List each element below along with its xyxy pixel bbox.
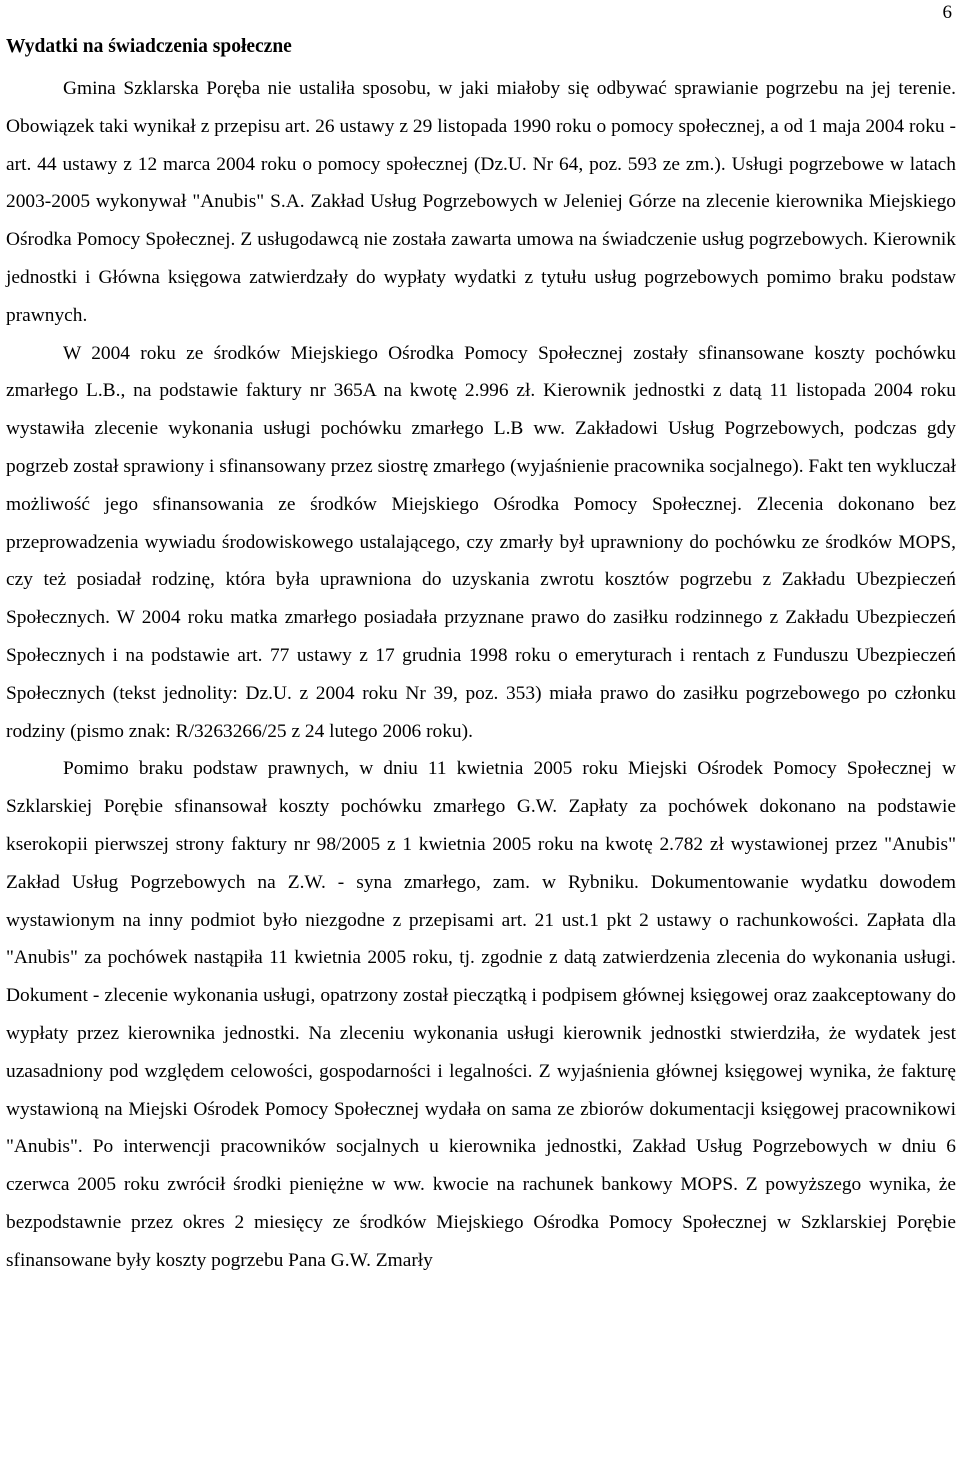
document-body [6, 70, 956, 1280]
paragraph: Gmina Szklarska Poręba nie ustaliła sposobu, w jaki miałoby się odbywać sprawianie pogrzebu na jej terenie. Obowiązek taki wynikał z przepisu art. 26 ustawy z 29 listopada 1990 roku o pomocy społecznej, a od 1 maja 2004 roku - art. 44 ustawy z 12 marca 2004 roku o pomocy społecznej (Dz.U. Nr 64, poz. 593 ze zm.). Usługi pogrzebowe w latach 2003-2005 wykonywał "Anubis" S.A. Zakład Usług Pogrzebowych w Jeleniej Górze na zlecenie kierownika Miejskiego Ośrodka Pomocy Społecznej. Z usługodawcą nie została zawarta umowa na świadczenie usług pogrzebowych. Kierownik jednostki i Główna księgowa zatwierdzały do wypłaty wydatki z tytułu usług pogrzebowych pomimo braku podstaw prawnych. [6, 78, 956, 326]
page-number: 6 [942, 2, 952, 23]
section-heading: Wydatki na świadczenia społeczne [6, 36, 292, 57]
paragraph: Pomimo braku podstaw prawnych, w dniu 11 kwietnia 2005 roku Miejski Ośrodek Pomocy Społecznej w Szklarskiej Porębie sfinansował koszty pochówku zmarłego G.W. Zapłaty za pochówek dokonano na podstawie kserokopii pierwszej strony faktury nr 98/2005 z 1 kwietnia 2005 roku na kwotę 2.782 zł wystawionej przez "Anubis" Zakład Usług Pogrzebowych na Z.W. - syna zmarłego, zam. w Rybniku. Dokumentowanie wydatku dowodem wystawionym na inny podmiot było niezgodne z przepisami art. 21 ust.1 pkt 2 ustawy o rachunkowości. Zapłata dla "Anubis" za pochówek nastąpiła 11 kwietnia 2005 roku, tj. zgodnie z datą zatwierdzenia zlecenia do wykonania usługi. Dokument - zlecenie wykonania usługi, opatrzony został pieczątką i podpisem głównej księgowej oraz zaakceptowany do wypłaty przez kierownika jednostki. Na zleceniu wykonania usługi kierownik jednostki stwierdziła, że wydatek jest uzasadniony pod względem celowości, gospodarności i legalności. Z wyjaśnienia głównej księgowej wynika, że fakturę wystawioną na Miejski Ośrodek Pomocy Społecznej wydała on sama ze zbiorów dokumentacji księgowej pracownikowi "Anubis". Po interwencji pracowników socjalnych u kierownika jednostki, Zakład Usług Pogrzebowych w dniu 6 czerwca 2005 roku zwrócił środki pieniężne w ww. kwocie na rachunek bankowy MOPS. Z powyższego wynika, że bezpodstawnie przez okres 2 miesięcy ze środków Miejskiego Ośrodka Pomocy Społecznej w Szklarskiej Porębie sfinansowane były koszty pogrzebu Pana G.W. Zmarły [6, 758, 956, 1271]
paragraph: W 2004 roku ze środków Miejskiego Ośrodka Pomocy Społecznej zostały sfinansowane koszty pochówku zmarłego L.B., na podstawie faktury nr 365A na kwotę 2.996 zł. Kierownik jednostki z datą 11 listopada 2004 roku wystawiła zlecenie wykonania usługi pochówku zmarłego L.B ww. Zakładowi Usług Pogrzebowych, podczas gdy pogrzeb został sprawiony i sfinansowany przez siostrę zmarłego (wyjaśnienie pracownika socjalnego). Fakt ten wykluczał możliwość jego sfinansowania ze środków Miejskiego Ośrodka Pomocy Społecznej. Zlecenia dokonano bez przeprowadzenia wywiadu środowiskowego ustalającego, czy zmarły był uprawniony do pochówku ze środków MOPS, czy też posiadał rodzinę, która była uprawniona do uzyskania zwrotu kosztów pogrzebu z Zakładu Ubezpieczeń Społecznych. W 2004 roku matka zmarłego posiadała przyznane prawo do zasiłku rodzinnego z Zakładu Ubezpieczeń Społecznych i na podstawie art. 77 ustawy z 17 grudnia 1998 roku o emeryturach i rentach z Funduszu Ubezpieczeń Społecznych (tekst jednolity: Dz.U. z 2004 roku Nr 39, poz. 353) miała prawo do zasiłku pogrzebowego po członku rodziny (pismo znak: R/3263266/25 z 24 lutego 2006 roku). [6, 342, 956, 742]
document-page [6, 0, 956, 1480]
